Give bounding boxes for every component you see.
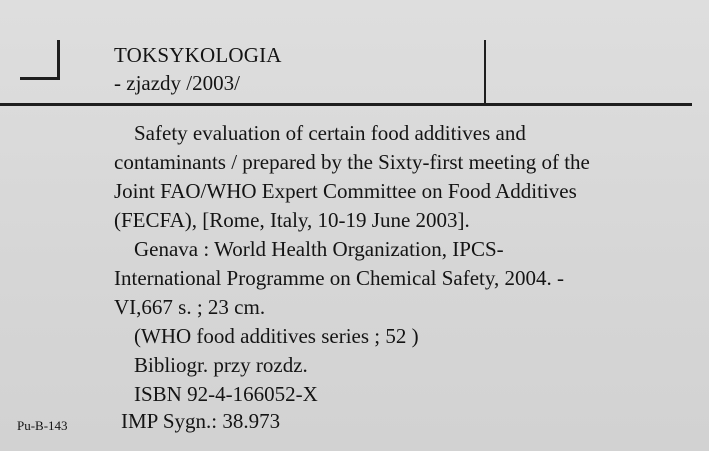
title-line: contaminants / prepared by the Sixty-first meeting of the [114, 150, 590, 174]
heading-rule [0, 103, 692, 106]
series-statement: (WHO food additives series ; 52 ) [134, 324, 419, 348]
isbn: ISBN 92-4-166052-X [134, 382, 318, 406]
shelf-signature: IMP Sygn.: 38.973 [121, 409, 281, 433]
heading-divider [484, 40, 486, 104]
card-description [114, 119, 694, 409]
corner-mark-vertical [57, 40, 60, 79]
call-number: Pu-B-143 [17, 418, 68, 433]
publication-line: Genava : World Health Organization, IPCS- [134, 237, 504, 261]
bibliography-note: Bibliogr. przy rozdz. [134, 353, 308, 377]
title-line: Safety evaluation of certain food additives and [134, 121, 526, 145]
subject-heading: TOKSYKOLOGIA [114, 43, 282, 67]
physical-description: VI,667 s. ; 23 cm. [114, 295, 266, 319]
corner-mark-horizontal [20, 77, 60, 80]
subject-subdivision: - zjazdy /2003/ [114, 71, 240, 95]
publication-line: International Programme on Chemical Safety, 2004. - [114, 266, 565, 290]
title-line: Joint FAO/WHO Expert Committee on Food Additives [114, 179, 577, 203]
title-line: (FECFA), [Rome, Italy, 10-19 June 2003]. [114, 208, 470, 232]
